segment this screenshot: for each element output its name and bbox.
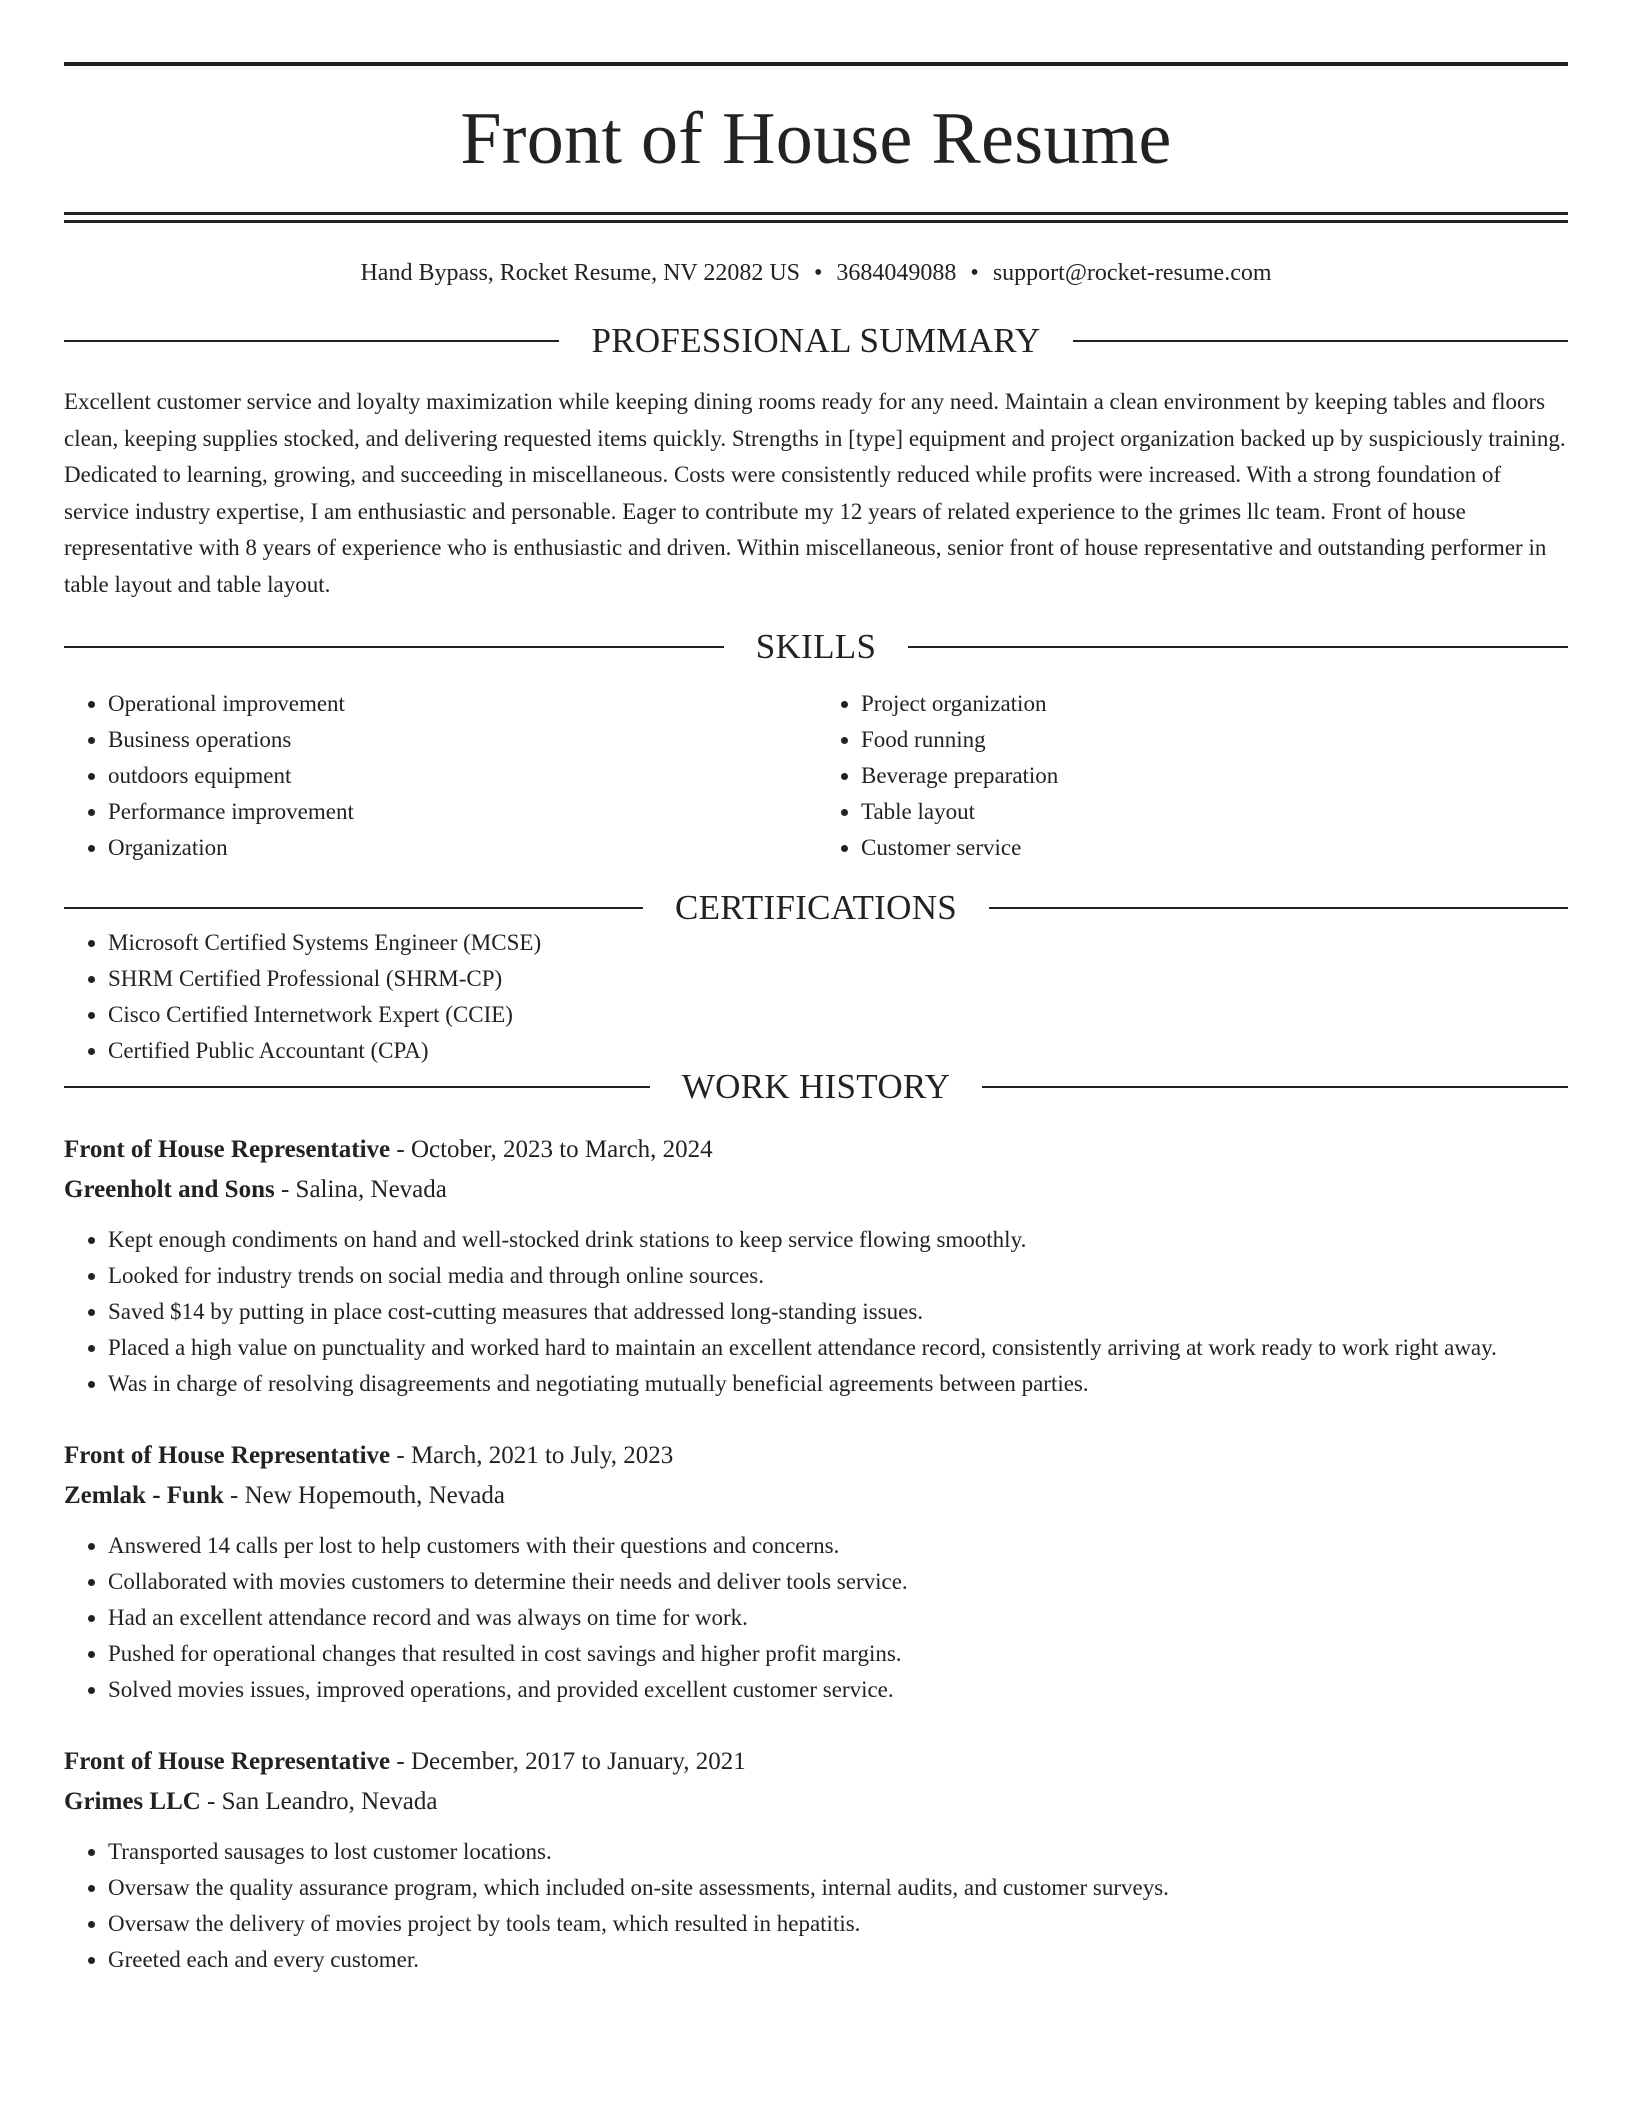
job-bullets xyxy=(64,1834,1568,1978)
job-dates: - March, 2021 to July, 2023 xyxy=(390,1442,674,1469)
section-title: PROFESSIONAL SUMMARY xyxy=(591,321,1041,360)
section-header-certifications xyxy=(64,890,1568,925)
job-bullet: • Placed a high value on punctuality and worked hard to maintain an excellent attendance record, consistently arriving at work ready to work right away. xyxy=(108,1330,1568,1366)
job-bullet: • Oversaw the quality assurance program, which included on-site assessments, internal audits, and customer surveys. xyxy=(108,1870,1568,1906)
job-entry xyxy=(64,1436,1568,1708)
section-rule xyxy=(64,907,643,909)
section-header-skills xyxy=(64,629,1568,664)
job-title: Front of House Representative xyxy=(64,1748,391,1775)
skill-item: • Table layout xyxy=(861,794,1568,830)
contact-separator: • xyxy=(814,260,823,286)
job-company-line xyxy=(64,1476,1568,1516)
job-bullet: • Oversaw the delivery of movies project by tools team, which resulted in hepatitis. xyxy=(108,1906,1568,1942)
top-rule xyxy=(64,62,1568,66)
skills-list-right xyxy=(815,686,1568,866)
contact-separator: • xyxy=(970,260,979,286)
job-title: Front of House Representative xyxy=(64,1442,391,1469)
contact-line xyxy=(64,261,1568,285)
skills-list-left xyxy=(64,686,815,866)
job-company-line xyxy=(64,1782,1568,1822)
job-company: Zemlak - Funk xyxy=(64,1482,224,1509)
skill-item: • Organization xyxy=(108,830,815,866)
section-rule xyxy=(982,1086,1568,1088)
job-bullet: • Was in charge of resolving disagreements and negotiating mutually beneficial agreements between parties. xyxy=(108,1366,1568,1402)
job-bullet: • Transported sausages to lost customer locations. xyxy=(108,1834,1568,1870)
job-bullets xyxy=(64,1222,1568,1402)
job-location: - New Hopemouth, Nevada xyxy=(223,1482,505,1509)
skill-item: • Customer service xyxy=(861,830,1568,866)
job-company: Grimes LLC xyxy=(64,1788,201,1815)
job-bullet: • Collaborated with movies customers to determine their needs and deliver tools service. xyxy=(108,1564,1568,1600)
skill-item: • Operational improvement xyxy=(108,686,815,722)
section-rule xyxy=(989,907,1568,909)
job-dates: - December, 2017 to January, 2021 xyxy=(390,1748,746,1775)
job-bullets xyxy=(64,1528,1568,1708)
section-title: CERTIFICATIONS xyxy=(674,888,958,927)
section-rule xyxy=(64,340,559,342)
section-header-summary xyxy=(64,323,1568,358)
job-bullet: • Looked for industry trends on social media and through online sources. xyxy=(108,1258,1568,1294)
section-title: SKILLS xyxy=(755,627,877,666)
job-dates: - October, 2023 to March, 2024 xyxy=(390,1136,713,1163)
skill-item: • Project organization xyxy=(861,686,1568,722)
job-bullet: • Had an excellent attendance record and was always on time for work. xyxy=(108,1600,1568,1636)
job-entry xyxy=(64,1742,1568,1978)
contact-email[interactable]: support@rocket-resume.com xyxy=(992,260,1272,286)
resume-title: Front of House Resume xyxy=(460,98,1172,180)
contact-address: Hand Bypass, Rocket Resume, NV 22082 US xyxy=(360,260,801,286)
job-bullet: • Solved movies issues, improved operations, and provided excellent customer service. xyxy=(108,1672,1568,1708)
job-bullet: • Kept enough condiments on hand and well-stocked drink stations to keep service flowing smoothly. xyxy=(108,1222,1568,1258)
skill-item: • Business operations xyxy=(108,722,815,758)
section-rule xyxy=(64,646,724,648)
contact-phone[interactable]: 3684049088 xyxy=(836,260,957,286)
skill-item: • Beverage preparation xyxy=(861,758,1568,794)
job-bullet: • Answered 14 calls per lost to help customers with their questions and concerns. xyxy=(108,1528,1568,1564)
job-company: Greenholt and Sons xyxy=(64,1176,275,1203)
skill-item: • Performance improvement xyxy=(108,794,815,830)
section-rule xyxy=(1073,340,1568,342)
job-entry xyxy=(64,1130,1568,1402)
job-title-line xyxy=(64,1436,1568,1476)
job-bullet: • Saved $14 by putting in place cost-cutting measures that addressed long-standing issues. xyxy=(108,1294,1568,1330)
job-title-line xyxy=(64,1130,1568,1170)
skills-grid xyxy=(64,686,1568,866)
certifications-list xyxy=(64,925,1568,1069)
job-bullet: • Greeted each and every customer. xyxy=(108,1942,1568,1978)
summary-text: Excellent customer service and loyalty maximization while keeping dining rooms ready for any need. Maintain a clean environment by keeping tables and floors clean, keeping supplies stocked, and delivering requested items quickly. Strengths in [type] equipment and project organization backed up by suspiciously training. Dedicated to learning, growing, and succeeding in miscellaneous. Costs were consistently reduced while profits were increased. With a strong foundation of service industry expertise, I am enthusiastic and personable. Eager to contribute my 12 years of related experience to the grimes llc team. Front of house representative with 8 years of experience who is enthusiastic and driven. Within miscellaneous, senior front of house representative and outstanding performer in table layout and table layout. xyxy=(64,389,1566,597)
certification-item: • Microsoft Certified Systems Engineer (MCSE) xyxy=(108,925,1568,961)
section-rule xyxy=(908,646,1568,648)
section-title: WORK HISTORY xyxy=(681,1067,951,1106)
skill-item: • Food running xyxy=(861,722,1568,758)
job-company-line xyxy=(64,1170,1568,1210)
job-location: - San Leandro, Nevada xyxy=(200,1788,438,1815)
certification-item: • SHRM Certified Professional (SHRM-CP) xyxy=(108,961,1568,997)
job-location: - Salina, Nevada xyxy=(274,1176,447,1203)
certification-item: • Certified Public Accountant (CPA) xyxy=(108,1033,1568,1069)
job-bullet: • Pushed for operational changes that resulted in cost savings and higher profit margins. xyxy=(108,1636,1568,1672)
job-title-line xyxy=(64,1742,1568,1782)
section-header-work-history xyxy=(64,1069,1568,1104)
section-rule xyxy=(64,1086,650,1088)
certification-item: • Cisco Certified Internetwork Expert (CCIE) xyxy=(108,997,1568,1033)
job-title: Front of House Representative xyxy=(64,1136,391,1163)
title-double-rule xyxy=(64,212,1568,223)
skill-item: • outdoors equipment xyxy=(108,758,815,794)
